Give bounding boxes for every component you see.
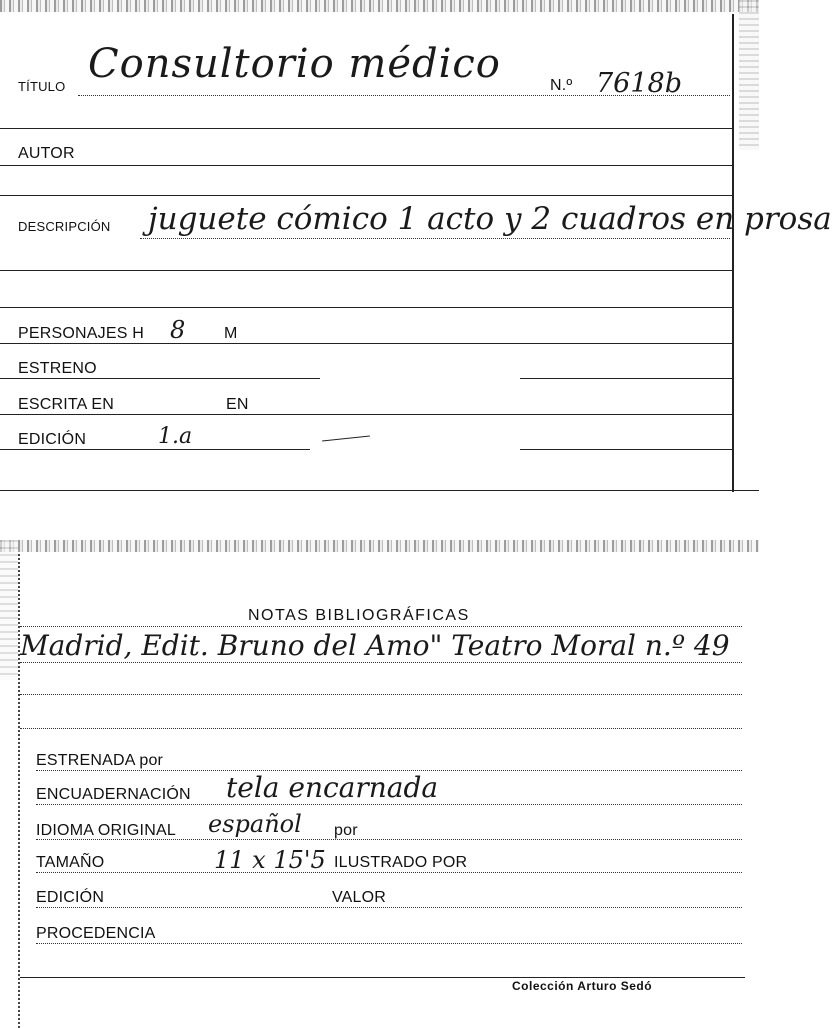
row-separator bbox=[0, 270, 732, 271]
descripcion-label: DESCRIPCIÓN bbox=[18, 219, 111, 234]
card-bottom-edge bbox=[0, 490, 759, 491]
personajes-h-value: 8 bbox=[170, 316, 186, 344]
card-edge-texture bbox=[0, 540, 18, 680]
tamano-line bbox=[36, 872, 742, 873]
descripcion-value: juguete cómico 1 acto y 2 cuadros en prosa bbox=[148, 201, 832, 237]
personajes-line bbox=[0, 343, 732, 344]
estrenada-label: ESTRENADA por bbox=[36, 752, 164, 769]
titulo-label: TÍTULO bbox=[18, 79, 66, 94]
estreno-line bbox=[0, 378, 320, 379]
card-edge-texture bbox=[0, 540, 759, 552]
card-edge-texture bbox=[0, 0, 759, 12]
ilustrado-label: ILUSTRADO POR bbox=[334, 854, 468, 871]
edicion-back-label: EDICIÓN bbox=[36, 889, 105, 906]
row-separator bbox=[0, 195, 732, 196]
estreno-line-right bbox=[520, 378, 732, 379]
row-separator bbox=[0, 128, 732, 129]
edicion-line bbox=[0, 449, 310, 450]
edicion-line-right bbox=[520, 449, 732, 450]
numero-label: N.º bbox=[550, 77, 573, 94]
numero-value: 7618b bbox=[596, 68, 682, 99]
encuadernacion-label: ENCUADERNACIÓN bbox=[36, 786, 191, 803]
autor-line bbox=[0, 165, 732, 166]
notas-line bbox=[20, 694, 742, 695]
row-separator bbox=[0, 307, 732, 308]
titulo-line bbox=[78, 95, 730, 96]
titulo-value: Consultorio médico bbox=[88, 41, 501, 87]
notas-line bbox=[20, 728, 742, 729]
procedencia-label: PROCEDENCIA bbox=[36, 925, 156, 942]
autor-label: AUTOR bbox=[18, 145, 75, 162]
personajes-label: PERSONAJES H bbox=[18, 325, 144, 342]
pen-stroke bbox=[322, 435, 370, 441]
escrita-line bbox=[0, 414, 732, 415]
edicion-value: 1.a bbox=[158, 424, 193, 449]
notas-line bbox=[20, 662, 742, 663]
idioma-value: español bbox=[208, 810, 302, 838]
procedencia-line bbox=[36, 943, 742, 944]
edicion-label: EDICIÓN bbox=[18, 431, 87, 448]
tamano-label: TAMAÑO bbox=[36, 854, 105, 871]
card-edge-texture bbox=[739, 0, 759, 150]
catalog-card-back bbox=[0, 540, 759, 1028]
notas-value: Madrid, Edit. Bruno del Amo" Teatro Moral n.º 49 bbox=[20, 629, 730, 662]
tamano-value: 11 x 15'5 bbox=[214, 846, 326, 874]
catalog-card-front bbox=[0, 0, 832, 492]
bottom-rule bbox=[20, 977, 745, 978]
escrita-en-label: EN bbox=[226, 396, 249, 413]
valor-label: VALOR bbox=[332, 889, 387, 906]
idioma-line bbox=[36, 839, 742, 840]
estreno-label: ESTRENO bbox=[18, 360, 97, 377]
collection-footer: Colección Arturo Sedó bbox=[512, 979, 653, 993]
personajes-m-label: M bbox=[224, 325, 238, 342]
idioma-por-label: por bbox=[334, 822, 358, 839]
edicion-back-line bbox=[36, 907, 742, 908]
notas-label: NOTAS BIBLIOGRÁFICAS bbox=[248, 607, 470, 624]
escrita-label: ESCRITA EN bbox=[18, 396, 114, 413]
idioma-label: IDIOMA ORIGINAL bbox=[36, 822, 176, 839]
descripcion-line bbox=[140, 238, 730, 239]
notas-line bbox=[20, 626, 742, 627]
encuadernacion-value: tela encarnada bbox=[226, 771, 439, 804]
card-right-border bbox=[732, 14, 734, 492]
encuadernacion-line bbox=[36, 804, 742, 805]
